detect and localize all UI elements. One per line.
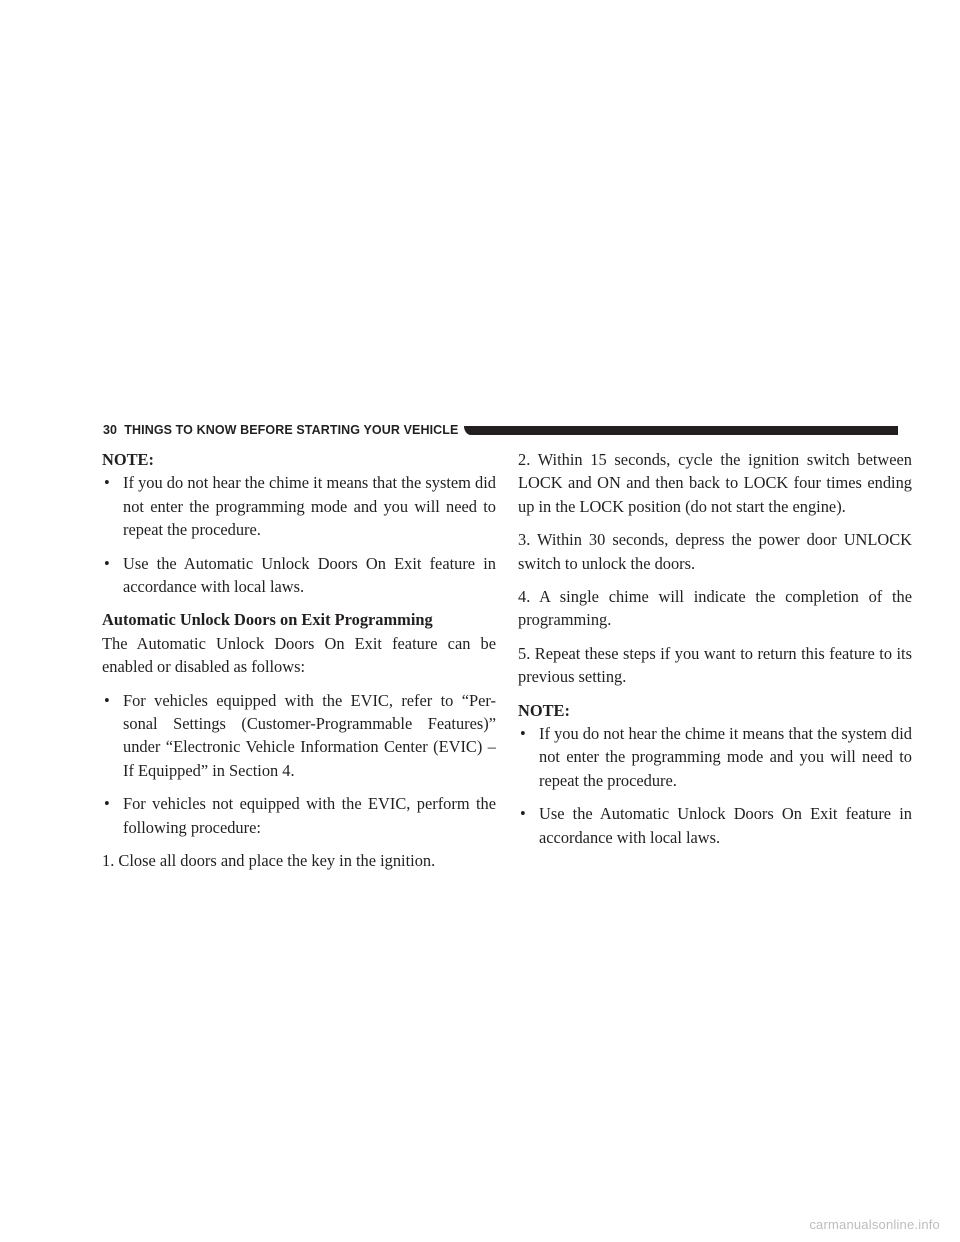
note-label: NOTE:	[518, 700, 570, 720]
header-rule-bar	[464, 426, 898, 435]
step-2: 2. Within 15 seconds, cycle the ignition switch between LOCK and ON and then back to LOCK four times ending up in the LOCK position (do not start the engine).	[518, 450, 912, 516]
bullet-text: For vehicles not equipped with the EVIC, perform the following procedure:	[123, 794, 496, 837]
bullet-icon: •	[104, 553, 110, 573]
bullet-text: If you do not hear the chime it means that the system did not enter the programming mode and you will need to repeat the procedure.	[123, 473, 496, 540]
step-4: 4. A single chime will indicate the completion of the programming.	[518, 587, 912, 630]
bullet-icon: •	[520, 804, 526, 824]
watermark: carmanualsonline.info	[809, 1217, 940, 1232]
page-number-and-section-title	[103, 423, 458, 437]
bullet-icon: •	[520, 724, 526, 744]
step-1: 1. Close all doors and place the key in the ignition.	[102, 851, 436, 871]
left-column	[102, 448, 496, 883]
page-number: 30	[103, 423, 118, 437]
right-column	[518, 448, 912, 859]
note-label: NOTE:	[102, 450, 154, 469]
bullet-icon: •	[104, 690, 110, 710]
bullet-text: Use the Automatic Unlock Doors On Exit feature in accordance with local laws.	[539, 804, 912, 847]
list-item	[102, 471, 496, 541]
intro-paragraph: The Automatic Unlock Doors On Exit feature can be enabled or disabled as follows:	[102, 633, 496, 677]
list-item	[102, 792, 496, 839]
bullet-icon: •	[104, 473, 110, 493]
section-title: THINGS TO KNOW BEFORE STARTING YOUR VEHICLE	[124, 423, 459, 437]
list-item	[518, 722, 912, 792]
list-item	[102, 552, 496, 599]
note-bullet-list	[518, 722, 912, 849]
list-item	[518, 802, 912, 849]
list-item	[102, 689, 496, 783]
page-header	[103, 422, 898, 438]
note-bullet-list	[102, 471, 496, 598]
section-heading: Automatic Unlock Doors on Exit Programming	[102, 610, 433, 630]
step-3: 3. Within 30 seconds, depress the power door UNLOCK switch to unlock the doors.	[518, 530, 912, 573]
option-bullet-list	[102, 689, 496, 839]
bullet-text: Use the Automatic Unlock Doors On Exit feature in accordance with local laws.	[123, 553, 496, 597]
bullet-icon: •	[104, 794, 110, 814]
bullet-text: If you do not hear the chime it means that the system did not enter the programming mode and you will need to repeat the procedure.	[539, 724, 912, 790]
bullet-text: For vehicles equipped with the EVIC, refer to “Per-sonal Settings (Customer-Programmable Features)” under “Electronic Vehicle Information Center (EVIC) – If Equipped” in Section 4.	[123, 690, 496, 780]
step-5: 5. Repeat these steps if you want to return this feature to its previous setting.	[518, 643, 912, 687]
